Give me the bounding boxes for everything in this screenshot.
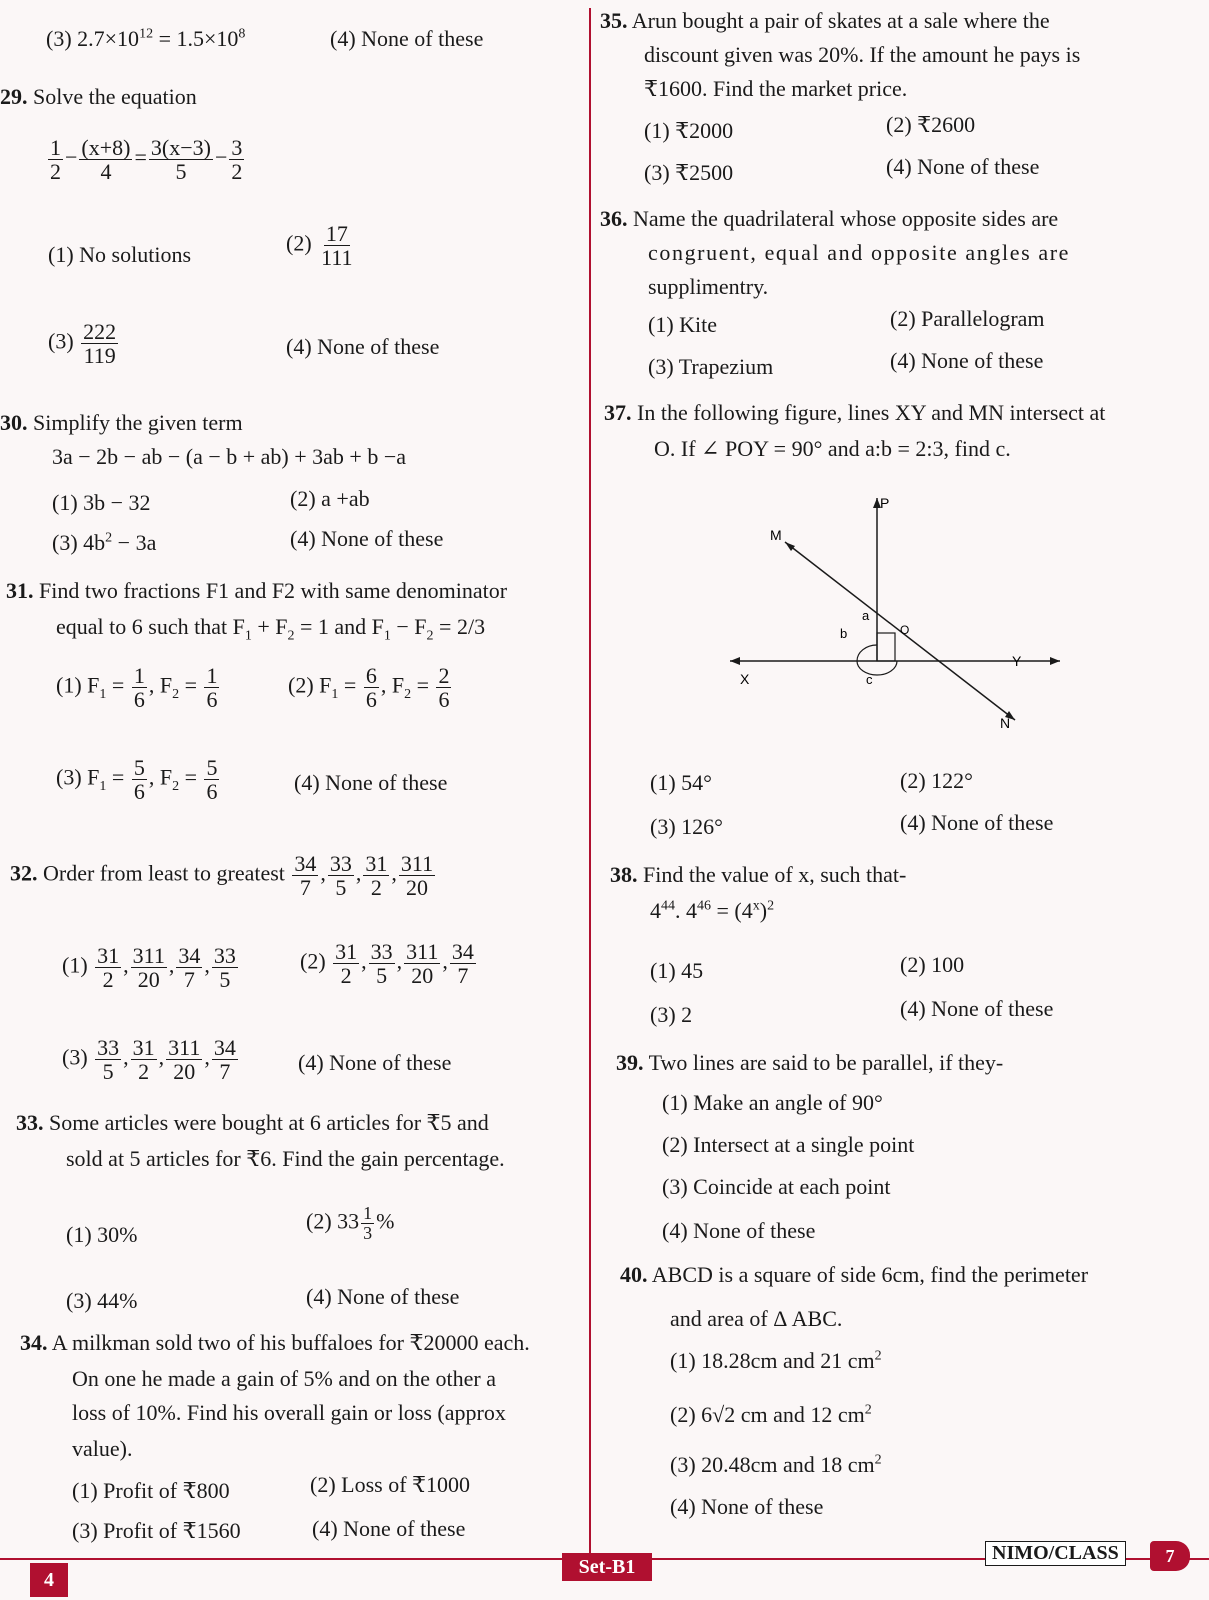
right-angle-mark [877, 633, 895, 661]
q36-question-line3: supplimentry. [648, 274, 769, 299]
q34-question-line1: 34. A milkman sold two of his buffaloes for ₹20000 each. [20, 1330, 530, 1355]
q37-question-line1: 37. In the following figure, lines XY and MN intersect at [604, 400, 1106, 425]
brand-label: NIMO/CLASS [985, 1541, 1126, 1566]
q33-option-4: (4) None of these [306, 1284, 460, 1309]
label-c: c [866, 672, 873, 687]
q33-option-3: (3) 44% [66, 1288, 138, 1313]
q34-question-line3: loss of 10%. Find his overall gain or loss (approx [72, 1400, 506, 1425]
q30-option-4: (4) None of these [290, 526, 444, 551]
label-y: Y [1012, 653, 1022, 669]
q30-option-1: (1) 3b − 32 [52, 490, 151, 515]
q38-option-2: (2) 100 [900, 952, 965, 977]
q39-option-1: (1) Make an angle of 90° [662, 1090, 883, 1115]
page-number-right: 7 [1150, 1541, 1190, 1571]
q38-option-1: (1) 45 [650, 958, 704, 983]
q33-question-line2: sold at 5 articles for ₹6. Find the gain percentage. [66, 1146, 505, 1171]
q40-question-line1: 40. ABCD is a square of side 6cm, find the perimeter [620, 1262, 1089, 1287]
q28-option-4: (4) None of these [330, 26, 484, 51]
q33-option-2: (2) 33 $\frac{1}{3}$ % [306, 1203, 395, 1243]
q34-question-line2: On one he made a gain of 5% and on the other a [72, 1366, 496, 1391]
q31-option-1: (1) $F_1$ = $\frac{1}{6}$ , $F_2$ = $\frac{1}{6}$ [56, 663, 218, 713]
q31-question-line1: 31. Find two fractions F1 and F2 with same denominator [6, 578, 508, 603]
q30-expression: 3a − 2b − ab − (a − b + ab) + 3ab + b −a [52, 444, 406, 469]
q37-option-4: (4) None of these [900, 810, 1054, 835]
q34-option-2: (2) Loss of ₹1000 [310, 1472, 471, 1497]
angle-c-arc [857, 661, 897, 675]
q29-equation: $\frac{1}{2}$ − $\frac{(x+8)}{4}$ = $\frac{3(x-3)}{5}$ − $\frac{3}{2}$ [50, 135, 243, 185]
q32-option-4: (4) None of these [298, 1050, 452, 1075]
q34-question-line4: value). [72, 1436, 133, 1461]
q34-option-3: (3) Profit of ₹1560 [72, 1518, 241, 1543]
q29-option-3: (3) $\frac{222}{119}$ [48, 319, 117, 369]
q35-question-line3: ₹1600. Find the market price. [644, 76, 908, 101]
q38-option-4: (4) None of these [900, 996, 1054, 1021]
q31-option-3: (3) $F_1$ = $\frac{5}{6}$ , $F_2$ = $\frac{5}{6}$ [56, 755, 218, 805]
q38-question: 38. Find the value of x, such that- [610, 862, 907, 887]
q36-question-line2: congruent, equal and opposite angles are [648, 240, 1070, 265]
q36-option-4: (4) None of these [890, 348, 1044, 373]
q33-option-1: (1) 30% [66, 1222, 138, 1247]
q40-option-3: (3) 20.48cm and 18 $cm^2$ [670, 1452, 882, 1477]
page-number-left: 4 [30, 1563, 68, 1597]
q31-question-line2: equal to 6 such that $F_1 + F_2 = 1$ and $F_1 - F_2 = 2/3$ [56, 614, 486, 644]
q37-question-line2: O. If ∠ POY = 90° and a:b = 2:3, find c. [654, 436, 1011, 461]
set-badge: Set-B1 [562, 1553, 652, 1581]
q38-option-3: (3) 2 [650, 1002, 693, 1027]
q32-question: 32. Order from least to greatest $\frac{34}{7}$ , $\frac{33}{5}$ , $\frac{31}{2}$ , $\frac{311}{20}$ [10, 851, 434, 901]
q38-expression: $4^{44}$. $4^{46} = (4^x)^2$ [650, 898, 775, 923]
q29-option-1: (1) No solutions [48, 242, 191, 267]
q40-option-4: (4) None of these [670, 1494, 824, 1519]
q39-option-4: (4) None of these [662, 1218, 816, 1243]
q28-option-3: (3) $2.7\times 10^{12} = 1.5\times 10^8$ [46, 26, 246, 51]
intersecting-lines-figure [730, 498, 1070, 738]
q32-option-2: (2) $\frac{31}{2}$ , $\frac{33}{5}$ , $\frac{311}{20}$ , $\frac{34}{7}$ [300, 939, 474, 989]
label-o: O [900, 623, 910, 637]
q37-option-1: (1) 54° [650, 770, 712, 795]
q39-option-3: (3) Coincide at each point [662, 1174, 891, 1199]
q35-question-line1: 35. Arun bought a pair of skates at a sale where the [600, 8, 1050, 33]
label-a: a [862, 608, 870, 623]
q40-option-2: (2) 6√2 cm and 12 $cm^2$ [670, 1402, 872, 1427]
arrow-m [785, 542, 795, 551]
q32-option-3: (3) $\frac{33}{5}$ , $\frac{31}{2}$ , $\frac{311}{20}$ , $\frac{34}{7}$ [62, 1035, 236, 1085]
column-divider [589, 8, 591, 1558]
q36-question-line1: 36. Name the quadrilateral whose opposite sides are [600, 206, 1059, 231]
q40-question-line2: and area of Δ ABC. [670, 1306, 843, 1331]
q39-option-2: (2) Intersect at a single point [662, 1132, 915, 1157]
q36-option-3: (3) Trapezium [648, 354, 774, 379]
q35-option-2: (2) ₹2600 [886, 112, 976, 137]
q36-option-2: (2) Parallelogram [890, 306, 1045, 331]
q40-option-1: (1) 18.28cm and 21 $cm^2$ [670, 1348, 882, 1373]
q35-option-4: (4) None of these [886, 154, 1040, 179]
label-m: M [770, 527, 782, 543]
q30-option-2: (2) a +ab [290, 486, 370, 511]
q31-option-2: (2) $F_1$ = $\frac{6}{6}$ , $F_2$ = $\frac{2}{6}$ [288, 663, 450, 713]
label-n: N [1000, 715, 1011, 731]
q34-option-4: (4) None of these [312, 1516, 466, 1541]
q29-option-2: (2) $\frac{17}{111}$ [286, 221, 353, 271]
q30-question: 30. Simplify the given term [0, 410, 243, 435]
q34-option-1: (1) Profit of ₹800 [72, 1478, 230, 1503]
q32-option-1: (1) $\frac{31}{2}$ , $\frac{311}{20}$ , $\frac{34}{7}$ , $\frac{33}{5}$ [62, 943, 236, 993]
q35-option-1: (1) ₹2000 [644, 118, 734, 143]
q31-option-4: (4) None of these [294, 770, 448, 795]
q37-option-2: (2) 122° [900, 768, 973, 793]
label-x: X [740, 671, 750, 687]
q30-option-3: (3) $4b^2 - 3a$ [52, 530, 157, 555]
arrow-y [1050, 657, 1060, 665]
q36-option-1: (1) Kite [648, 312, 718, 337]
q29-question: 29. Solve the equation [0, 84, 197, 109]
label-b: b [840, 626, 848, 641]
q37-option-3: (3) 126° [650, 814, 723, 839]
label-p: P [880, 498, 890, 511]
q35-option-3: (3) ₹2500 [644, 160, 734, 185]
arrow-x [730, 657, 740, 665]
q29-option-4: (4) None of these [286, 334, 440, 359]
q33-question-line1: 33. Some articles were bought at 6 articles for ₹5 and [16, 1110, 489, 1135]
angle-b-arc [857, 645, 877, 661]
q39-question: 39. Two lines are said to be parallel, if they- [616, 1050, 1004, 1075]
q35-question-line2: discount given was 20%. If the amount he pays is [644, 42, 1081, 67]
